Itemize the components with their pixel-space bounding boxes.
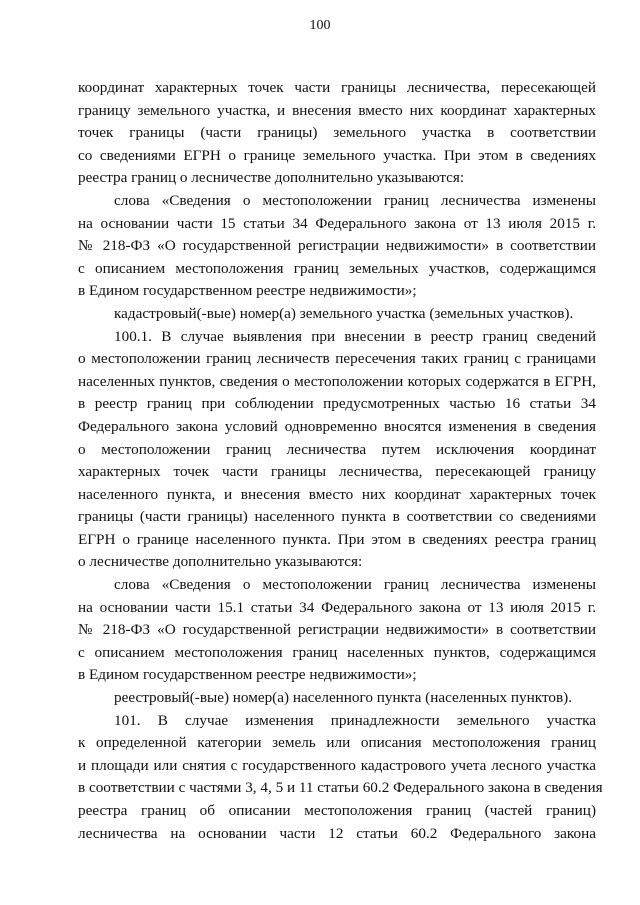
- text-line: координат характерных точек части границы лесничества, пересекающей: [78, 79, 596, 96]
- text-line: слова «Сведения о местоположении границ лесничества изменены: [114, 576, 596, 594]
- text-line: на основании части 15 статьи 34 Федерального закона от 13 июля 2015 г.: [78, 214, 596, 232]
- text-line: слова «Сведения о местоположении границ лесничества изменены: [114, 191, 596, 209]
- text-line: со сведениями ЕГРН о границе земельного участка. При этом в сведениях: [78, 146, 596, 164]
- text-line: с описанием местоположения границ населенных пунктов, содержащимся: [78, 643, 596, 661]
- text-line: Федерального закона условий одновременно вносятся изменения в сведения: [78, 417, 596, 435]
- text-line: 101. В случае изменения принадлежности земельного участка: [114, 711, 596, 729]
- text-line: населенных пунктов, сведения о местоположении которых содержатся в ЕГРН,: [78, 372, 596, 390]
- text-line: характерных точек части границы лесничества, пересекающей границу: [78, 463, 596, 481]
- text-line: № 218-ФЗ «О государственной регистрации недвижимости» в соответствии: [78, 621, 596, 639]
- text-line: населенного пункта, и внесения вместо них координат характерных точек: [78, 485, 596, 503]
- text-line: реестра границ о лесничестве дополнительно указываются:: [78, 169, 465, 187]
- document-body: [78, 77, 603, 845]
- text-line: ЕГРН о границе населенного пункта. При этом в сведениях реестра границ: [78, 530, 596, 548]
- text-line: реестровый(-вые) номер(а) населенного пункта (населенных пунктов).: [114, 689, 573, 707]
- text-line: границу земельного участка, и внесения вместо них координат характерных: [78, 101, 596, 119]
- text-line: и площади или снятия с государственного кадастрового учета лесного участка: [78, 756, 596, 774]
- text-line: о лесничестве дополнительно указываются:: [78, 553, 363, 571]
- text-line: о местоположении границ лесничества путем исключения координат: [78, 440, 596, 458]
- text-line: реестра границ об описании местоположения границ (частей границ): [78, 802, 596, 819]
- text-line: в Едином государственном реестре недвижимости»;: [78, 282, 417, 300]
- text-line: в соответствии с частями 3, 4, 5 и 11 статьи 60.2 Федерального закона в сведения: [78, 779, 603, 797]
- text-line: в Едином государственном реестре недвижимости»;: [78, 666, 417, 684]
- text-line: о местоположении границ лесничеств пересечения таких границ с границами: [78, 350, 596, 368]
- text-line: границы (части границы) населенного пункта в соответствии со сведениями: [78, 508, 596, 526]
- text-line: 100.1. В случае выявления при внесении в реестр границ сведений: [114, 327, 596, 345]
- page-number: 100: [309, 18, 331, 33]
- text-line: лесничества на основании части 12 статьи 60.2 Федерального закона: [78, 824, 596, 842]
- text-line: на основании части 15.1 статьи 34 Федерального закона от 13 июля 2015 г.: [78, 598, 596, 616]
- text-line: № 218-ФЗ «О государственной регистрации недвижимости» в соответствии: [78, 237, 596, 255]
- text-line: точек границы (части границы) земельного участка в соответствии: [78, 124, 596, 142]
- text-line: к определенной категории земель или описания местоположения границ: [78, 734, 596, 752]
- text-line: в реестр границ при соблюдении предусмотренных частью 16 статьи 34: [78, 395, 596, 413]
- text-line: с описанием местоположения границ земельных участков, содержащимся: [78, 259, 596, 277]
- text-line: кадастровый(-вые) номер(а) земельного участка (земельных участков).: [114, 304, 574, 322]
